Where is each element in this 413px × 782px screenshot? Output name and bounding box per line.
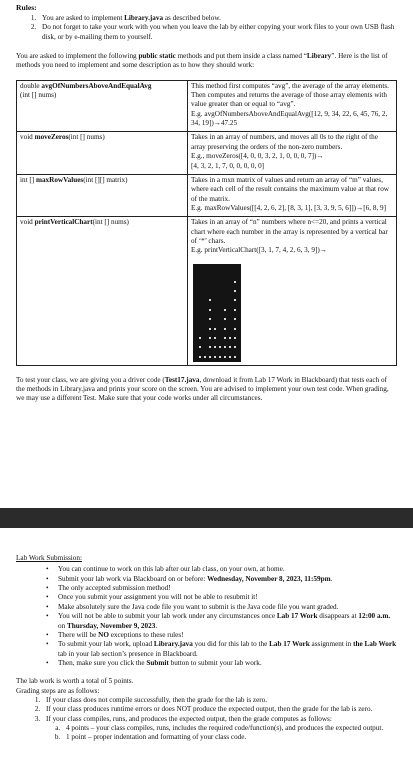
signature-line: void moveZeros(int [] nums) [20,133,105,142]
methods-table [16,80,397,366]
intro-paragraph: You are asked to implement the following public static methods and put them inside a class named “Library”. Here is the list of methods you need to implement and some description as to how they should work: [16,51,388,70]
description-example: E.g. printVerticalChart([3, 1, 7, 4, 2, 6, 3, 9])→ [191,246,327,255]
chart-star [214,346,216,348]
chart-star [209,309,211,311]
chart-star [214,328,216,330]
bold-text: Library [306,51,332,60]
chart-star [199,337,201,339]
method-signature [17,174,188,216]
bold-text: public static [138,51,176,60]
chart-star [224,337,226,339]
description-example: E.g. maxRowValues([[4, 2, 6, 2], [8, 3, 1], [3, 3, 9, 5, 6]])→[6, 8, 9] [191,203,387,212]
rules-item: 2. Do not forget to take your work with you when you leave the lab by either copying your work files to your own USB flash disk, or by e-mailing them to yourself. [38,23,397,42]
description-text: Takes in an array of “n” numbers where n<=20, and prints a vertical chart where each number in the array is represented by a vertical bar of ‘*’ chars. [191,218,388,246]
chart-star [209,318,211,320]
method-description [188,132,397,174]
chart-star [224,356,226,358]
description-example: E.g. avgOfNumbersAboveAndEqualAvg([12, 9, 34, 22, 6, 45, 76, 2, 34, 19])→47.25 [191,109,388,128]
chart-star [234,290,236,292]
bold-text: moveZeros [34,133,69,142]
chart-star [209,356,211,358]
chart-star [209,299,211,301]
description-example-result: [4, 3, 2, 1, 7, 0, 0, 0, 0, 0] [191,161,265,170]
list-item [42,715,397,743]
description-text: Takes in an array of numbers, and moves all 0s to the right of the array preserving the orders of the non-zero numbers. [191,133,378,151]
chart-star [224,309,226,311]
bold-text: Wednesday, November 8, 2023, 11:59pm [207,574,331,583]
grading-sub-list [46,724,397,743]
bold-text: NO [98,630,109,639]
bold-text: the Lab Work [353,640,397,649]
chart-star [234,318,236,320]
method-description [188,80,397,132]
list-item: 1. If your class does not compile successfully, then the grade for the lab is zero. [42,696,397,705]
list-item: • You can continue to work on this lab after our lab class, on your own, at home. [46,565,397,574]
chart-star [224,318,226,320]
chart-star [234,281,236,283]
submission-list [16,565,397,668]
list-item: 2. If your class produces runtime errors or does NOT produce the expected output, then the grade for the lab is zero. [42,705,397,714]
bold-text: maxRowValues [35,175,84,184]
signature-line: int [] maxRowValues(int [][] matrix) [20,175,128,184]
description-text: Takes in a mxn matrix of values and return an array of “m” values, where each cell of the result contains the maximum value at that row of the matrix. [191,175,389,203]
method-description [188,174,397,216]
list-item: • Make absolutely sure the Java code file you want to submit is the Java code file you want graded. [46,603,397,612]
chart-star [234,309,236,311]
chart-star [234,328,236,330]
list-item: • Submit your lab work via Blackboard on or before: Wednesday, November 8, 2023, 11:59pm. [46,575,397,584]
chart-star [224,346,226,348]
chart-star [234,356,236,358]
list-item: • The only accepted submission method! [46,584,397,593]
submission-title: Lab Work Submission: [16,554,82,562]
chart-star [234,337,236,339]
bold-text: Thursday, November 9, 2023 [66,621,156,630]
chart-star [209,346,211,348]
description-text: This method first computes “avg”, the average of the array elements. Then computes and returns the average of those array elements with value greater than or equal to “avg”. [191,81,389,109]
grading-total: The lab work is worth a total of 5 points. [16,677,134,686]
rules-list [16,14,397,42]
chart-star [224,328,226,330]
chart-star [229,337,231,339]
chart-star [219,356,221,358]
chart-star [229,356,231,358]
grading-list [16,696,397,743]
chart-star [214,356,216,358]
list-item: a. 4 points – your class compiles, runs, includes the required code/function(s), and produces the expected output. [62,724,397,733]
chart-star [199,346,201,348]
chart-star [219,346,221,348]
bold-text: printVerticalChart [34,218,93,227]
bold-text: Lab 17 Work [269,640,310,649]
method-description [188,217,397,365]
chart-star [229,346,231,348]
chart-star [204,356,206,358]
method-signature [17,80,188,132]
vertical-chart-output [193,264,241,362]
list-item: • Once you submit your assignment you will not be able to resubmit it! [46,593,397,602]
chart-star [214,337,216,339]
chart-star [234,299,236,301]
signature-line: void printVerticalChart(int [] nums) [20,218,129,227]
table-row [17,80,397,132]
list-item: • There will be NO exceptions to these rules! [46,631,397,640]
rules-item: 1. You are asked to implement Library.java as described below. [38,14,397,23]
chart-star [209,328,211,330]
list-item: • To submit your lab work, upload Library.java you did for this lab to the Lab 17 Work assignment in the Lab Work tab in your lab section’s presence in Blackboard. [46,640,397,659]
bold-text: 12:00 a.m. [358,612,391,621]
document-page-bottom [0,528,413,782]
chart-star [209,337,211,339]
chart-star [199,356,201,358]
table-row [17,174,397,216]
table-row [17,132,397,174]
list-item: b. 1 point – proper indentation and formatting of your class code. [62,733,397,742]
bold-text: Lab 17 Work [276,612,318,621]
page-divider [0,508,413,528]
description-example: E.g., moveZeros([4, 0, 0, 3, 2, 1, 0, 0, 0, 7])→ [191,152,324,161]
grading-item-text: If your class compiles, runs, and produces the expected output, then the grade computes as follows: [46,714,332,723]
driver-paragraph: To test your class, we are giving you a driver code (Test17.java, download it from Lab 17 Work in Blackboard) that tests each of the methods in Library.java and prints your score on the screen. You are advised to implement your own test code. When grading, we may use a different Test. Make sure that your code works under all circumstances. [16,375,389,403]
chart-star [234,346,236,348]
grading-steps-intro: Grading steps are as follows: [16,686,100,695]
table-row [17,217,397,365]
list-item: • Then, make sure you click the Submit button to submit your lab work. [46,659,397,668]
bold-text: Library.java [124,13,164,22]
bold-text: Test17.java [164,375,200,384]
signature-line: (int [] nums) [20,91,57,100]
bold-text: Submit [146,658,169,667]
method-signature [17,132,188,174]
list-item: • You will not be able to submit your lab work under any circumstances once Lab 17 Work disappears at 12:00 a.m. on Thursday, November 9, 2023. [46,612,397,631]
signature-line: double avgOfNumbersAboveAndEqualAvg [20,81,152,90]
bold-text: avgOfNumbersAboveAndEqualAvg [41,81,152,90]
bold-text: Library.java [153,640,193,649]
rules-heading: Rules: [16,3,37,12]
method-signature [17,217,188,365]
